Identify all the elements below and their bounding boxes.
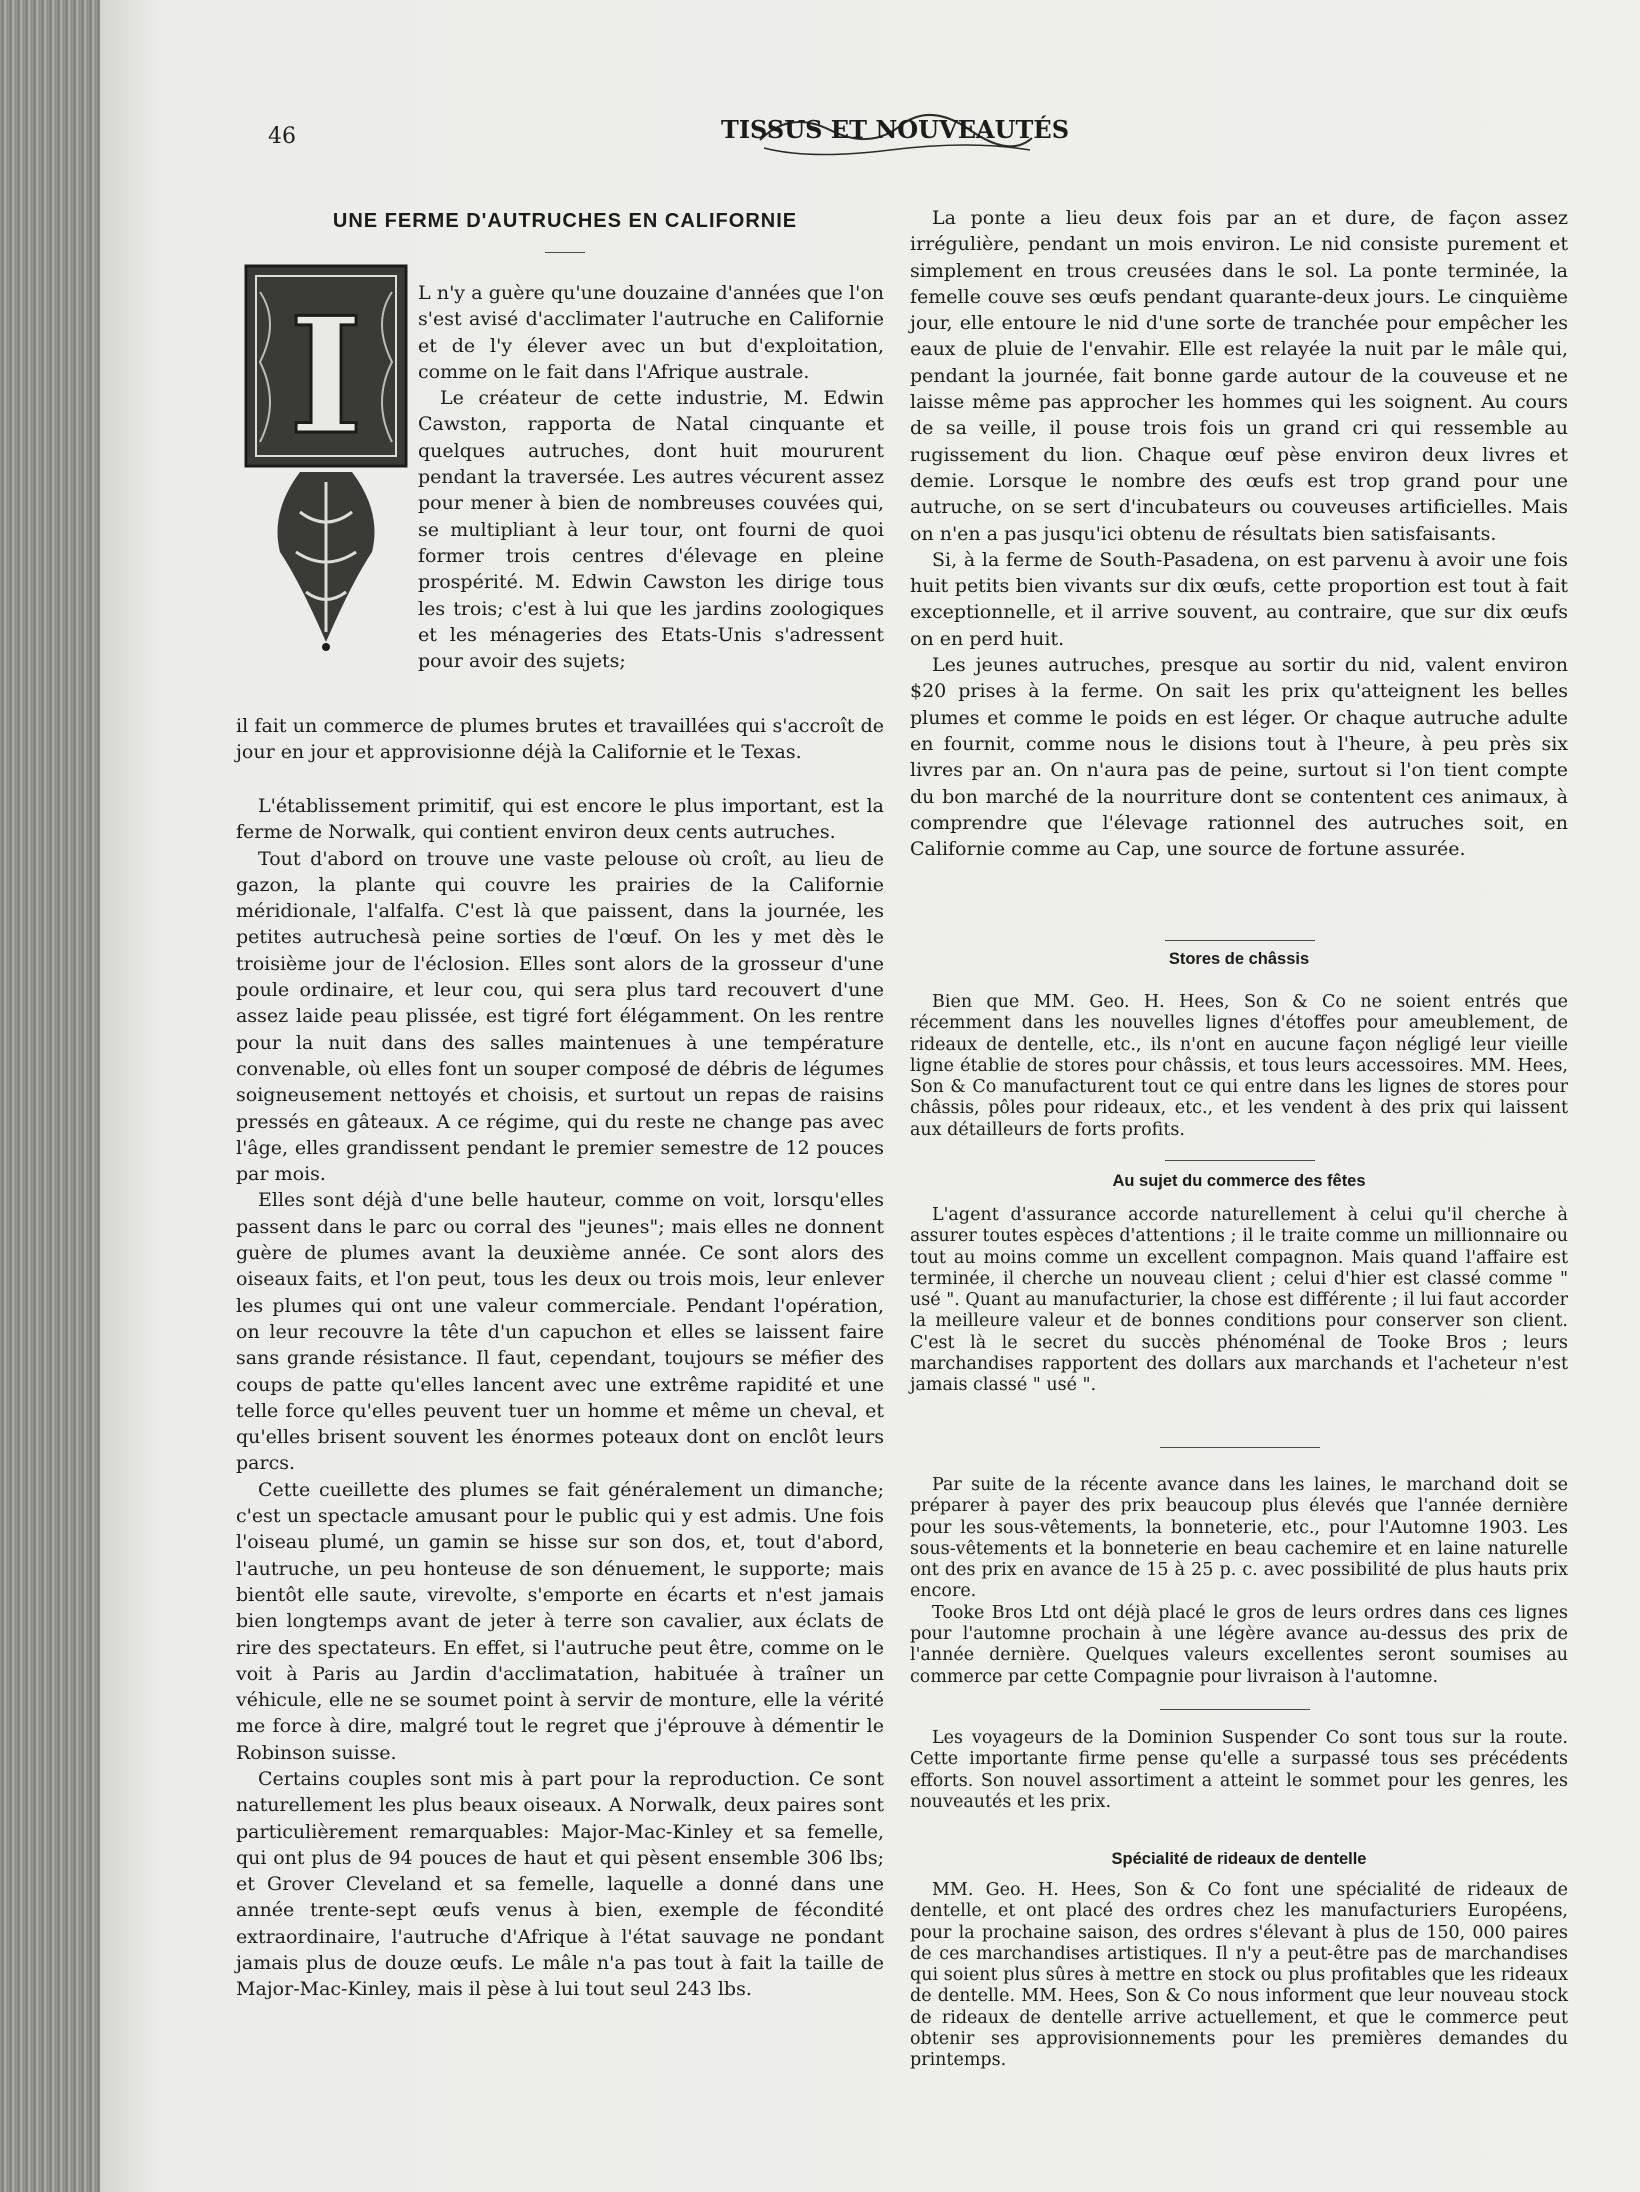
creator-paragraph: Le créateur de cette industrie, M. Edwin Cawston, rapporta de Natal cinquante et quelques autruches, dont huit moururent pendant la traversée. Les autres vécurent assez pour mener à bien de nombreuses couvées qui, se multipliant à leur tour, ont fourni de quoi former trois centres d'élevage en pleine prospérité. M. Edwin Cawston les dirige tous les trois; c'est à lui que les jardins zoologiques et les ménageries des Etats-Unis s'adressent pour avoir des sujets; xyxy=(418,387,884,673)
masthead-text: TISSUS ET NOUVEAUTÉS xyxy=(720,115,1070,144)
article-paragraph: Certains couples sont mis à part pour la reproduction. Ce sont naturellement les plus beaux oiseaux. A Norwalk, deux paires sont particulièrement remarquables: Major-Mac-Kinley et sa femelle, qui ont plus de 94 pouces de haut et qui pèsent ensemble 306 lbs; et Grover Cleveland et sa femelle, laquelle a donné dans une année trente-sept œufs venus à bien, exemple de fécondité extraordinaire, l'autruche d'Afrique à l'état sauvage ne pondant jamais plus de douze œufs. Le mâle n'a pas tout à fait la taille de Major-Mac-Kinley, mais il pèse à lui tout seul 243 lbs. xyxy=(236,1767,884,2001)
news-paragraph: Tooke Bros Ltd ont déjà placé le gros de leurs ordres dans ces lignes pour l'automne prochain à une légère avance au-dessus des prix de l'année dernière. Quelques valeurs excellentes seront soumises au commerce par cette Compagnie pour livraison à l'automne. xyxy=(910,1602,1568,1687)
drop-cap-letter: I xyxy=(288,282,364,470)
article-paragraph: Si, à la ferme de South-Pasadena, on est parvenu à avoir une fois huit petits bien vivants sur dix œufs, cette proportion est tout à fait exceptionnelle, et il arrive souvent, au contraire, que sur dix œufs on en perd huit. xyxy=(910,548,1568,650)
news-item-dentelle xyxy=(910,1880,1568,2072)
news-item-stores xyxy=(910,992,1568,1141)
masthead-logo xyxy=(720,100,1070,164)
masthead-ornament xyxy=(720,100,1070,164)
news-paragraph: Les voyageurs de la Dominion Suspender Co sont tous sur la route. Cette importante firme pense qu'elle a surpassé tous ses précédents efforts. Son nouvel assortiment a atteint le sommet pour les genres, les nouveautés et les prix. xyxy=(910,1728,1568,1812)
news-paragraph: Par suite de la récente avance dans les laines, le marchand doit se préparer à payer des prix beaucoup plus élevés que l'année dernière pour les sous-vêtements, la bonneterie, etc., pour l'Automne 1903. Les sous-vêtements et la bonneterie en beau cachemire et en laine naturelle ont des prix en avance de 15 à 25 p. c. avec possibilité de plus hauts prix encore. xyxy=(910,1475,1568,1602)
book-page-edges xyxy=(0,0,100,2192)
section-rule xyxy=(1165,940,1315,941)
article-intro xyxy=(418,280,884,674)
creator-paragraph-end: il fait un commerce de plumes brutes et travaillées qui s'accroît de jour en jour et approvisionne déjà la Californie et le Texas. xyxy=(236,715,884,764)
article-paragraph: Elles sont déjà d'une belle hauteur, comme on voit, lorsqu'elles passent dans le parc ou corral des "jeunes"; mais elles ne donnent guère de plumes avant la deuxième année. Ce sont alors des oiseaux faits, et l'on peut, tous les deux ou trois mois, leur enlever les plumes qui ont une valeur commerciale. Pendant l'opération, on leur recouvre la tête d'un capuchon et elles se laissent faire sans grande résistance. Il faut, cependant, toujours se méfier des coups de patte qu'elles lancent avec une extrême rapidité et une telle force qu'elles peuvent tuer un homme et même un cheval, et qu'elles brisent souvent les énormes poteaux dont on enclôt leurs parcs. xyxy=(236,1189,884,1475)
article-paragraph: Cette cueillette des plumes se fait généralement un dimanche; c'est un spectacle amusant pour le public qui y est admis. Une fois l'oiseau plumé, un gamin se hisse sur son dos, et, tout d'abord, l'autruche, un peu honteuse de son dénuement, le supporte; mais bientôt elle saute, virevolte, s'emporte en écarts et n'est jamais bien longtemps avant de jeter à terre son cavalier, aux éclats de rire des spectateurs. En effet, si l'autruche peut être, comme on le voit à Paris au Jardin d'acclimatation, habituée à traîner un véhicule, elle ne se soumet point à servir de monture, elle la vérité me force à dire, malgré tout le regret que j'éprouve à démentir le Robinson suisse. xyxy=(236,1478,884,1764)
news-item-suspender xyxy=(910,1728,1568,1813)
news-heading-dentelle: Spécialité de rideaux de dentelle xyxy=(1111,1850,1367,1868)
article-right-column xyxy=(910,205,1568,862)
article-paragraph: Tout d'abord on trouve une vaste pelouse où croît, au lieu de gazon, la plante qui couvre les prairies de la Californie méridionale, l'alfalfa. C'est là que paissent, dans la journée, les petites autruchesà peine sorties de l'œuf. On les y met dès le troisième jour de l'éclosion. Elles sont alors de la grosseur d'une poule ordinaire, et leur cou, qui sera plus tard recouvert d'une assez laide peau plissée, est tigré fort élégamment. On les rentre pour la nuit dans des salles maintenues à une température convenable, où elles font un souper composé de débris de légumes soigneusement nettoyés et choisis, et surtout un repas de raisins pressés en gâteaux. A ce régime, qui du reste ne change pas avec l'âge, elles grandissent pendant le premier semestre de 12 pouces par mois. xyxy=(236,847,884,1186)
section-rule xyxy=(1160,1447,1320,1448)
drop-cap-ornament xyxy=(240,262,412,652)
article-paragraph: La ponte a lieu deux fois par an et dure, de façon assez irrégulière, pendant un mois environ. Le nid consiste purement et simplement en trous creusées dans le sol. La ponte terminée, la femelle couve ses œufs pendant quarante-deux jours. Le cinquième jour, elle entoure le nid d'une sorte de tranchée pour empêcher les eaux de pluie de l'envahir. Elle est relayée la nuit par le mâle qui, pendant la journée, fait bonne garde autour de la couveuse et ne laisse même pas approcher les hommes qui les soignent. Au cours de sa veille, il pouse trois fois un grand cri qui ressemble au rugissement du lion. Chaque œuf pèse environ deux livres et demie. Lorsque le nombre des œufs est trop grand pour une autruche, on se sert d'incubateurs ou couveuses artificielles. Mais on n'en a pas jusqu'ici obtenu de résultats bien satisfaisants. xyxy=(910,207,1568,545)
news-paragraph: MM. Geo. H. Hees, Son & Co font une spécialité de rideaux de dentelle, et ont placé des ordres chez les manufacturiers Européens, pour la prochaine saison, des ordres s'élevant à plus de 150, 000 paires de ces marchandises artistiques. Il n'y a peut-être pas de marchandises qui soient plus sûres à mettre en stock ou plus profitables que les rideaux de dentelle. MM. Hees, Son & Co nous informent que leur nouveau stock de rideaux de dentelle arrive actuellement, et que le commerce peut obtenir ses approvisionnements pour les premières demandes du printemps. xyxy=(910,1880,1568,2071)
article-intro-continued xyxy=(236,713,884,766)
section-rule xyxy=(1160,1709,1310,1710)
news-heading-stores: Stores de châssis xyxy=(1168,950,1310,968)
news-paragraph: L'agent d'assurance accorde naturellement à celui qu'il cherche à assurer toutes espèces d'attentions ; il le traite comme un millionnaire ou tout au moins comme un excellent compagnon. Mais quand l'affaire est terminée, il cherche un nouveau client ; celui d'hier est classé comme " usé ". Quant au manufacturier, la chose est différente ; il lui faut accorder la meilleure valeur et de bonnes conditions pour conserver son client. C'est là le secret du succès phénoménal de Tooke Bros ; leurs marchandises rapportent des dollars aux marchands et l'acheteur n'est jamais classé " usé ". xyxy=(910,1205,1568,1396)
article-paragraph: Les jeunes autruches, presque au sortir du nid, valent environ $20 prises à la ferme. On sait les prix qu'atteignent les belles plumes et comme le poids en est léger. Or chaque autruche adulte en fournit, comme nous le disions tout à l'heure, à peu près six livres par an. On n'aura pas de peine, surtout si l'on tient compte du bon marché de la nourriture dont se contentent ces animaux, à comprendre que l'élevage rationnel des autruches soit, en Californie comme au Cap, une source de fortune assurée. xyxy=(910,654,1568,861)
section-rule xyxy=(1165,1160,1315,1161)
news-item-fetes xyxy=(910,1205,1568,1397)
intro-paragraph: L n'y a guère qu'une douzaine d'années que l'on s'est avisé d'acclimater l'autruche en Californie et de l'y élever avec un but d'exploitation, comme on le fait dans l'Afrique australe. xyxy=(418,282,884,383)
title-rule xyxy=(545,252,585,253)
news-item-laines xyxy=(910,1475,1568,1688)
news-heading-fetes: Au sujet du commerce des fêtes xyxy=(1112,1172,1366,1190)
news-paragraph: Bien que MM. Geo. H. Hees, Son & Co ne soient entrés que récemment dans les nouvelles lignes d'étoffes pour ameublement, de rideaux de dentelle, etc., ils n'ont en aucune façon négligé leur vieille ligne établie de stores pour châssis, et tous leurs accessoires. MM. Hees, Son & Co manufacturent tout ce qui entre dans les lignes de stores pour châssis, pôles pour rideaux, etc., et les vendent à des prix qui laissent aux détailleurs de forts profits. xyxy=(910,992,1568,1140)
article-title: UNE FERME D'AUTRUCHES EN CALIFORNIE xyxy=(332,210,798,232)
article-left-column xyxy=(236,793,884,2003)
page-number: 46 xyxy=(268,124,296,149)
article-paragraph: L'établissement primitif, qui est encore le plus important, est la ferme de Norwalk, qui contient environ deux cents autruches. xyxy=(236,795,884,844)
